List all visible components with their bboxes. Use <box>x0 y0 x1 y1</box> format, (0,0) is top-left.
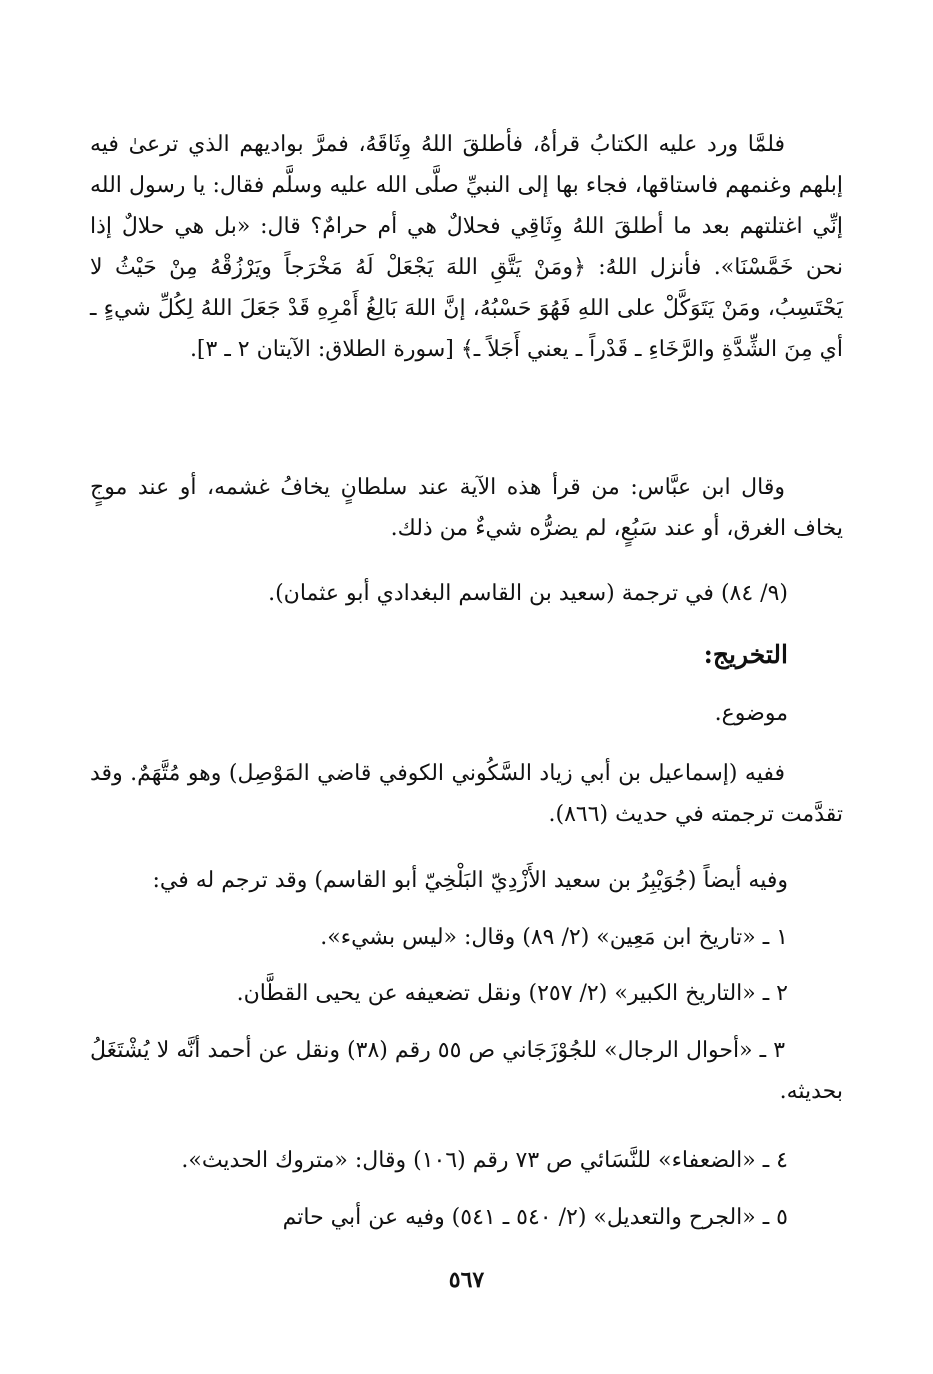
page-number: ٥٦٧ <box>448 1267 485 1293</box>
paragraph-reference: (٩/ ٨٤) في ترجمة (سعيد بن القاسم البغدادي أبو عثمان). <box>268 581 788 606</box>
paragraph-ibn-abbas: وقال ابن عبَّاس: من قرأ هذه الآية عند سلطانٍ يخافُ غشمه، أو عند موجٍ يخاف الغرق، أو عند سَبُعٍ، لم يضرُّه شيءٌ من ذلك. <box>90 475 843 541</box>
paragraph-ismail: ففيه (إسماعيل بن أبي زياد السَّكُوني الكوفي قاضي المَوْصِل) وهو مُتَّهَمٌ. وقد تقدَّمت ترجمته في حديث (٨٦٦). <box>90 761 843 827</box>
paragraph-juwaybir: وفيه أيضاً (جُوَيْبِرُ بن سعيد الأَزْدِيّ البَلْخِيّ أبو القاسم) وقد ترجم له في: <box>152 868 788 893</box>
section-heading-takhrij: التخريج: <box>703 640 788 669</box>
verdict-text: موضوع. <box>714 701 788 726</box>
paragraph-story: فلمَّا ورد عليه الكتابُ قرأهُ، فأطلقَ اللهُ وِثَاقَهُ، فمرَّ بواديهم الذي ترعىٰ فيه إبلهم وغنمهم فاستاقها، فجاء بها إلى النبيِّ صلَّى الله عليه وسلَّم فقال: يا رسول الله إنِّي اغتلتهم بعد ما أطلقَ اللهُ وِثَاقِي فحلالٌ هي أم حرامٌ؟ قال: «بل هي حلالٌ إذا نحن خَمَّسْنَا». فأنزل اللهُ: ﴿ومَنْ يَتَّقِ اللهَ يَجْعَلْ لَهُ مَخْرَجاً ويَرْزُقْهُ مِنْ حَيْثُ لا يَحْتَسِبُ، ومَنْ يَتَوَكَّلْ على اللهِ فَهُوَ حَسْبُهُ، إنَّ اللهَ بَالِغُ أَمْرِهِ قَدْ جَعَلَ اللهُ لِكُلِّ شيءٍ ـ أي مِنَ الشِّدَّةِ والرَّخَاءِ ـ قَدْراً ـ يعني أَجَلاً ـ﴾ [سورة الطلاق: الآيتان ٢ ـ ٣]. <box>90 132 843 362</box>
source-item-2: ٢ ـ «التاريخ الكبير» (٢/ ٢٥٧) ونقل تضعيفه عن يحيى القطَّان. <box>236 981 788 1006</box>
source-item-3: ٣ ـ «أحوال الرجال» للجُوْزَجَاني ص ٥٥ رقم (٣٨) ونقل عن أحمد أنَّه لا يُشْتَغَلُ بحديثه. <box>90 1038 843 1104</box>
source-item-1: ١ ـ «تاريخ ابن مَعِين» (٢/ ٨٩) وقال: «ليس بشيء». <box>320 925 788 950</box>
source-item-4: ٤ ـ «الضعفاء» للنَّسَائي ص ٧٣ رقم (١٠٦) وقال: «متروك الحديث». <box>181 1148 788 1173</box>
source-item-5: ٥ ـ «الجرح والتعديل» (٢/ ٥٤٠ ـ ٥٤١) وفيه عن أبي حاتم <box>282 1205 788 1230</box>
